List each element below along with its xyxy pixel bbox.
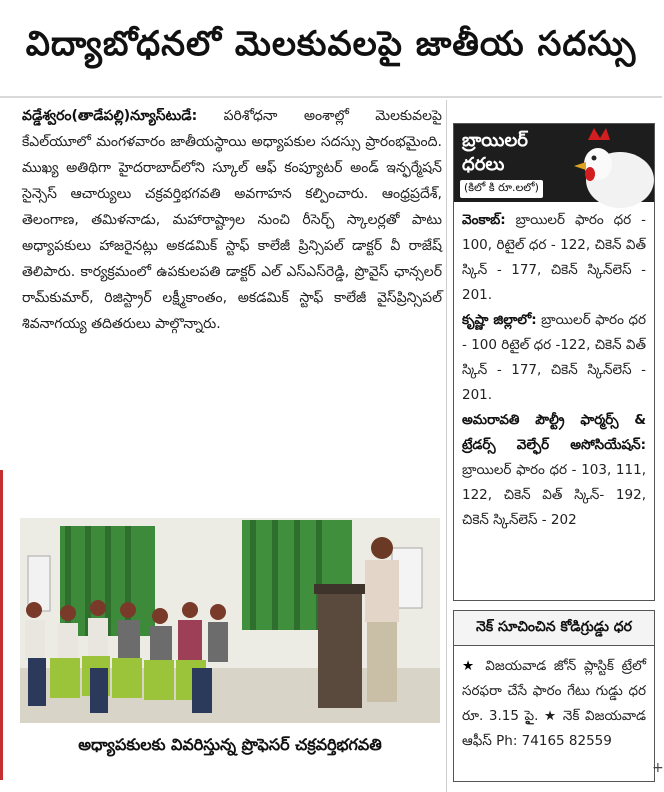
broiler-prices-box <box>453 123 655 601</box>
broiler-entry-label: వెంకాబ్‌: <box>462 212 506 228</box>
egg-price-text <box>454 646 654 762</box>
star-icon: ★ <box>462 658 478 674</box>
hen-icon <box>558 124 654 202</box>
broiler-entry <box>462 308 646 408</box>
broiler-entry-text: బ్రాయిలర్‌ ఫారం ధర - 100 రిటైల్‌ ధర -122, చికెన్‌ విత్‌ స్కిన్‌ - 177, చికెన్‌ స్కిన్‌లెస్‌ - 201. <box>462 312 646 403</box>
broiler-box-header <box>454 124 654 202</box>
headline: విద్యాబోధనలో మెలకువలపై జాతీయ సదస్సు <box>0 0 662 98</box>
broiler-entry <box>462 208 646 308</box>
photo-caption: అధ్యాపకులకు వివరిస్తున్న ప్రొఫెసర్‌ చక్రవర్తిభగవతి <box>78 734 382 754</box>
article-photo <box>20 518 440 723</box>
egg-price-title: నెక్‌ సూచించిన కోడిగ్రుడ్డు ధర <box>454 611 654 646</box>
egg-price-details: విజయవాడ జోన్‌ ప్లాస్టిక్‌ ట్రేలో సరఫరా చేసే ఫారం గేటు గుడ్డు ధర రూ. 3.15 పైౖ. ★ నెక్‌ విజయవాడ ఆఫీస్‌ Ph: 74165 82559 <box>462 658 646 749</box>
broiler-entry-label: కృష్ణా జిల్లాలో: <box>462 312 537 328</box>
broiler-entry-text: బ్రాయిలర్‌ ఫారం ధర - 100, రిటైల్‌ ధర - 122, చికెన్‌ విత్‌ స్కిన్‌ - 177, చికెన్‌ స్కిన్‌లెస్‌ - 201. <box>462 212 646 303</box>
column-divider <box>446 100 447 792</box>
side-accent-bar <box>0 470 3 780</box>
article-dateline: వడ్డేశ్వరం(తాడేపల్లి)న్యూస్‌టుడే: <box>22 108 198 124</box>
crop-mark: + <box>652 760 664 776</box>
broiler-subtitle: ధరలు <box>462 154 505 175</box>
broiler-unit-label: (కిలో కి రూ.లలో) <box>460 180 543 198</box>
seminar-photo-illustration <box>20 518 440 723</box>
egg-price-box <box>453 610 655 782</box>
broiler-prices-list <box>454 202 654 539</box>
broiler-title: బ్రాయిలర్‌ <box>462 130 528 151</box>
broiler-entry-label: అమరావతి పౌల్ట్రీ ఫార్మర్స్‌ & ట్రేడర్స్‌ వెల్ఫేర్‌ అసోసియేషన్‌: <box>462 412 646 453</box>
broiler-entry <box>462 408 646 533</box>
article-body <box>22 103 442 503</box>
article-text: పరిశోధనా అంశాల్లో మెలకువలపై కేఎల్‌యూలో మంగళవారం జాతీయస్థాయి అధ్యాపకుల సదస్సు ప్రారంభమైంది. ముఖ్య అతిథిగా హైదరాబాద్‌లోని స్కూల్‌ ఆఫ్‌ కంప్యూటర్‌ అండ్‌ ఇన్ఫర్మేషన్‌ సైన్సెస్‌ ఆచార్యులు చక్రవర్తిభగవతి అవగాహన కల్పించారు. ఆంధ్రప్రదేశ్‌, తెలంగాణ, తమిళనాడు, మహారాష్ట్రాల నుంచి రీసెర్చ్‌ స్కాలర్లతో పాటు అధ్యాపకులు హాజరైనట్లు అకడమిక్‌ స్టాఫ్‌ కాలేజీ ప్రిన్సిపల్‌ డాక్టర్‌ వీ రాజేష్‌ తెలిపారు. కార్యక్రమంలో ఉపకులపతి డాక్టర్‌ ఎల్‌ ఎస్‌ఎస్‌రెడ్డి, ప్రొవైస్‌ ఛాన్సలర్‌ రామ్‌కుమార్‌, రిజిస్ట్రార్‌ లక్ష్మీకాంతం, అకడమిక్‌ స్టాఫ్‌ కాలేజీ వైస్‌ప్రిన్సిపల్‌ శివనాగయ్య తదితరులు పాల్గొన్నారు. <box>22 108 442 332</box>
broiler-entry-text: బ్రాయిలర్‌ ఫారం ధర - 103, 111, 122, చికెన్‌ విత్‌ స్కిన్‌- 192, చికెన్‌ స్కిన్‌లెస్‌ - 202 <box>462 462 646 528</box>
